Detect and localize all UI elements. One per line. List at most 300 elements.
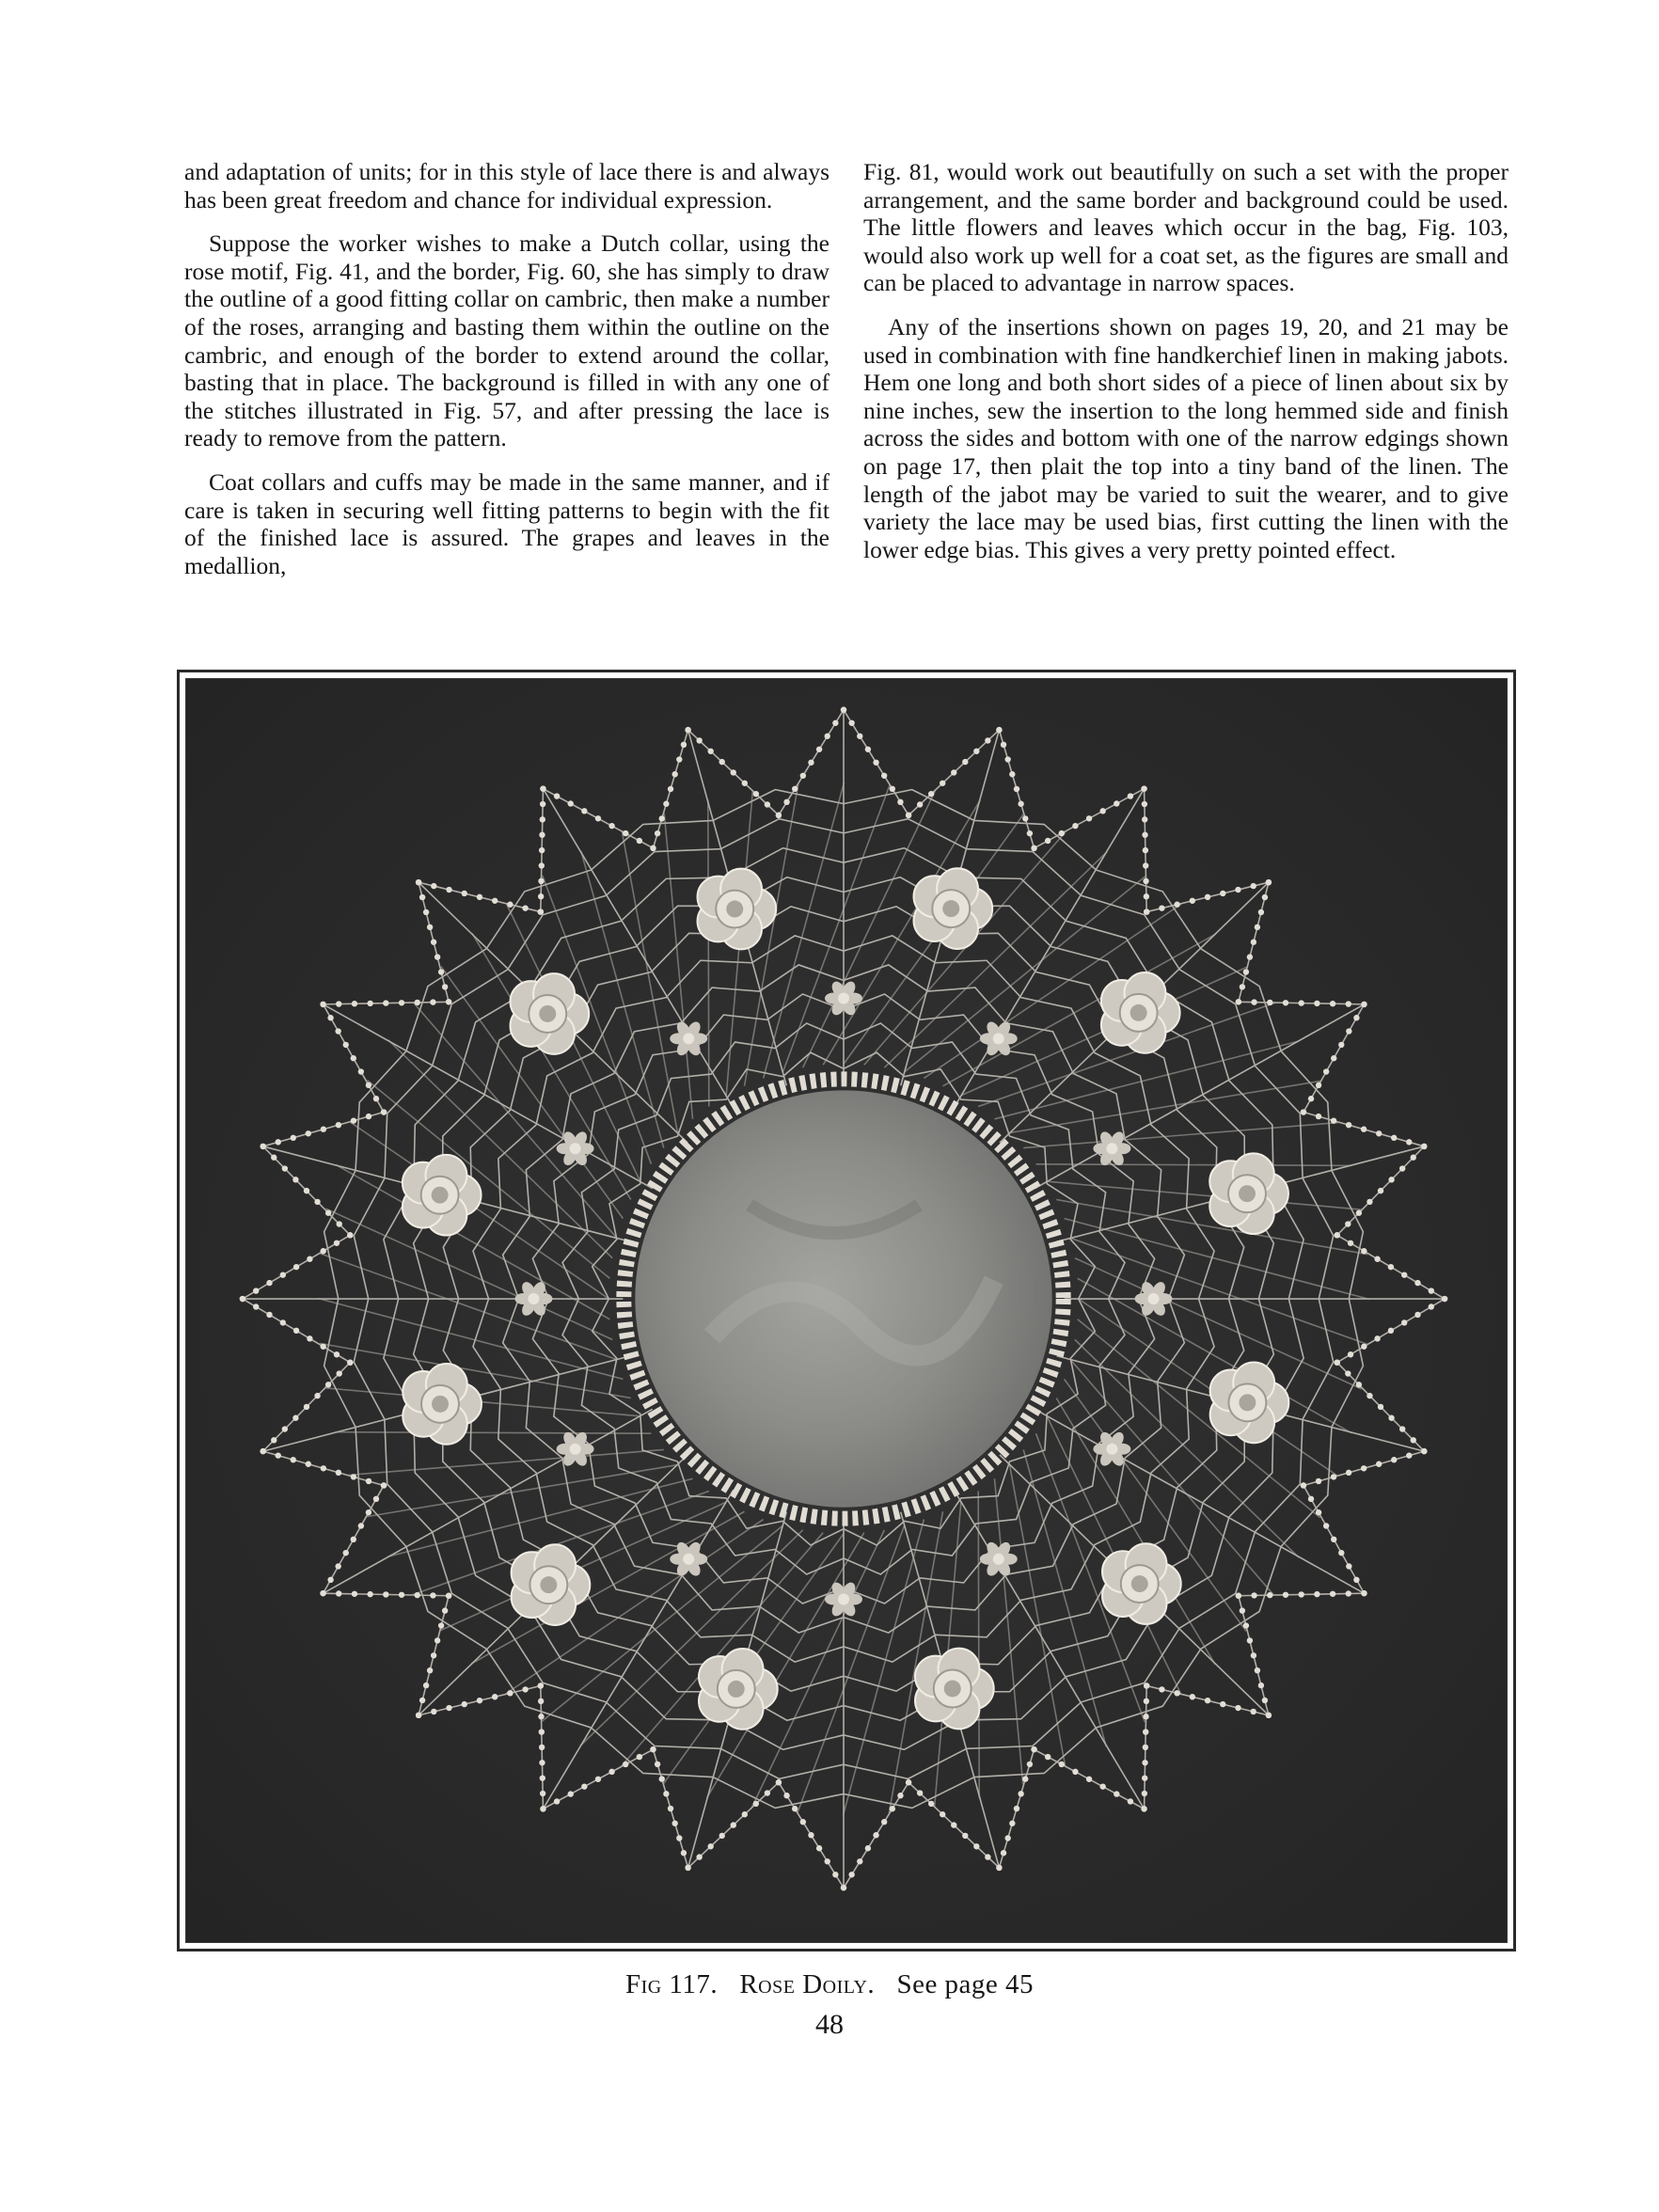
lace-picot [352, 1001, 357, 1006]
doily-photograph [185, 678, 1508, 1943]
lace-picot [320, 1344, 325, 1350]
lace-picot [808, 1832, 814, 1838]
lace-picot [928, 791, 934, 797]
rose-core [944, 1681, 961, 1698]
lace-picot [321, 1465, 326, 1471]
lace-picot [681, 742, 687, 748]
rose-core [942, 900, 959, 917]
lace-picot [637, 838, 642, 844]
lace-picot [1022, 815, 1028, 821]
lace-picot [663, 1791, 669, 1796]
lace-picot [848, 1872, 854, 1877]
lace-picot [1353, 1015, 1359, 1020]
lace-picot [307, 1335, 312, 1341]
lace-picot [538, 893, 544, 899]
lace-picot [1414, 1280, 1420, 1286]
lace-picot [890, 786, 895, 792]
paragraph: Any of the insertions shown on pages 19, 20, and 21 may be used in combination with fine handkerchief linen in making jabots. Hem one long and both short sides of a piece of linen about six by nine inches, sew the insertion to the long hemmed side and finish across the sides and bottom with one of the narrow edgings shown on page 17, then plait the top into a tiny band of the linen. The length of the jabot may be varied to suit the wearer, and to give variety the lace may be used bias, first cutting the linen with the lower edge bias. This gives a very pretty pointed effect. [863, 312, 1509, 563]
lace-picot [696, 1854, 702, 1859]
lace-picot [825, 1858, 830, 1864]
lace-picot [419, 894, 425, 900]
lace-picot [816, 747, 822, 752]
lace-picot [1338, 1550, 1344, 1556]
lace-picot [1330, 1001, 1335, 1006]
lace-picot [351, 1474, 356, 1479]
lace-picot [446, 1705, 451, 1711]
lace-picot [431, 940, 436, 945]
lace-picot [765, 1790, 770, 1795]
lace-picot [1059, 1762, 1065, 1767]
lace-picot [1308, 1496, 1314, 1502]
lace-net-line [978, 1492, 979, 1798]
figure-number: Fig 117. [624, 1969, 719, 1999]
lace-picot [841, 1885, 846, 1890]
lace-picot [358, 1068, 364, 1074]
lace-picot [415, 1592, 420, 1598]
lace-picot [1429, 1288, 1434, 1293]
lace-picot [1142, 801, 1147, 807]
flower-center [1148, 1293, 1160, 1304]
lace-picot [1059, 830, 1065, 836]
lace-picot [973, 1843, 979, 1849]
lace-picot [442, 1607, 448, 1613]
lace-picot [1251, 940, 1256, 945]
lace-picot [1378, 1404, 1383, 1410]
lace-picot [1250, 1709, 1256, 1714]
lace-picot [1143, 1745, 1148, 1750]
lace-picot [337, 1370, 342, 1376]
lace-picot [1411, 1437, 1416, 1443]
lace-picot [427, 924, 433, 930]
lace-picot [951, 1822, 956, 1827]
lace-picot [280, 1272, 286, 1277]
lace-picot [1031, 845, 1036, 851]
lace-picot [917, 801, 923, 807]
lace-picot [280, 1319, 286, 1325]
lace-picot [1376, 1130, 1382, 1136]
flower-center [683, 1033, 694, 1044]
lace-picot [320, 1590, 325, 1596]
lace-picot [776, 1779, 782, 1785]
lace-picot [538, 1714, 544, 1719]
lace-picot [650, 1746, 656, 1752]
lace-picot [1144, 1698, 1149, 1704]
lace-picot [1099, 1783, 1105, 1789]
lace-picot [1142, 1760, 1147, 1765]
lace-picot [336, 1590, 341, 1596]
lace-picot [1014, 786, 1019, 792]
lace-picot [446, 999, 451, 1004]
lace-picot [320, 1002, 325, 1007]
lace-picot [1283, 1000, 1288, 1005]
lace-picot [423, 1683, 429, 1688]
lace-picot [1240, 1607, 1245, 1613]
rose-core [432, 1187, 449, 1204]
lace-picot [1072, 1769, 1078, 1775]
lace-picot [253, 1288, 259, 1293]
lace-picot [1406, 1452, 1412, 1458]
left-text-column [184, 158, 830, 595]
lace-picot [1361, 1465, 1367, 1471]
lace-picot [293, 1328, 299, 1334]
lace-picot [595, 1777, 601, 1782]
lace-picot [1142, 1791, 1147, 1796]
lace-picot [659, 1776, 665, 1781]
lace-picot [540, 801, 545, 807]
lace-picot [731, 1822, 736, 1827]
lace-picot [416, 1713, 421, 1718]
lace-picot [1267, 1000, 1272, 1005]
lace-picot [873, 1832, 878, 1838]
page-number: 48 [815, 2009, 844, 2040]
lace-picot [1190, 898, 1195, 904]
lace-picot [1361, 1248, 1367, 1254]
lace-picot [1323, 1523, 1329, 1528]
lace-picot [655, 830, 660, 836]
lace-picot [1406, 1139, 1412, 1145]
lace-picot [1429, 1304, 1434, 1309]
lace-picot [568, 1791, 574, 1796]
lace-picot [581, 1783, 587, 1789]
lace-picot [1331, 1117, 1336, 1123]
lace-picot [351, 1117, 356, 1123]
lace-picot [343, 1042, 349, 1048]
lace-picot [282, 1426, 288, 1431]
lace-picot [1442, 1296, 1447, 1302]
lace-picot [1421, 1448, 1427, 1454]
lace-picot [1401, 1319, 1407, 1325]
flower-center [1106, 1143, 1117, 1154]
lace-picot [327, 1015, 333, 1020]
lace-picot [415, 1000, 420, 1005]
lace-picot [906, 1779, 911, 1785]
lace-picot [276, 1452, 281, 1458]
lace-picot [1331, 1537, 1336, 1542]
lace-picot [260, 1144, 265, 1149]
paragraph: and adaptation of units; for in this style of lace there is and always has been great freedom and chance for individual expression. [184, 158, 830, 213]
lace-picot [1009, 771, 1015, 777]
lace-picot [857, 734, 862, 739]
lace-picot [540, 816, 545, 822]
lace-picot [1399, 1165, 1405, 1171]
lace-picot [427, 1667, 433, 1673]
lace-picot [1004, 1835, 1010, 1841]
lace-picot [742, 781, 748, 786]
lace-picot [306, 1130, 311, 1136]
lace-picot [1247, 1637, 1253, 1643]
flower-center [993, 1554, 1004, 1565]
lace-picot [416, 879, 421, 885]
lace-picot [366, 1114, 371, 1119]
lace-picot [848, 720, 854, 726]
lace-picot [973, 749, 979, 754]
lace-picot [1142, 832, 1147, 838]
lace-picot [663, 801, 669, 807]
lace-picot [446, 1593, 451, 1599]
lace-picot [1255, 1667, 1260, 1673]
lace-picot [1018, 1791, 1023, 1796]
lace-picot [897, 1793, 903, 1798]
lace-picot [419, 1698, 425, 1703]
lace-picot [1086, 815, 1092, 821]
lace-picot [1346, 1122, 1351, 1128]
lace-picot [1414, 1312, 1420, 1318]
lace-picot [719, 1833, 725, 1839]
lace-picot [906, 813, 911, 818]
lace-picot [1142, 1775, 1147, 1780]
lace-picot [1374, 1335, 1380, 1341]
rose-core [1239, 1185, 1256, 1202]
lace-picot [676, 756, 682, 762]
lace-picot [539, 1729, 545, 1734]
lace-picot [608, 1769, 614, 1775]
lace-picot [539, 862, 545, 868]
lace-picot [940, 781, 945, 786]
flower-center [528, 1293, 539, 1304]
lace-picot [1251, 999, 1256, 1004]
lace-picot [940, 1811, 945, 1817]
lace-picot [707, 1843, 713, 1849]
lace-picot [1262, 1698, 1268, 1703]
lace-picot [1004, 756, 1010, 762]
lace-picot [1401, 1272, 1407, 1277]
lace-picot [623, 830, 628, 836]
lace-picot [539, 832, 545, 838]
lace-picot [776, 813, 782, 818]
paragraph: Fig. 81, would work out beautifully on such a set with the proper arrangement, and the same border and background could be used. The little flowers and leaves which occur in the bag, Fig. 103, would also work up well for a coat set, as the figures are small and can be placed to advantage in narrow spaces. [863, 158, 1509, 297]
lace-picot [1205, 1698, 1210, 1703]
lace-picot [538, 908, 544, 914]
lace-picot [431, 1709, 436, 1714]
lace-picot [1220, 891, 1225, 896]
lace-picot [881, 1819, 887, 1825]
lace-picot [1361, 1344, 1367, 1350]
lace-picot [808, 760, 814, 766]
lace-picot [291, 1135, 296, 1141]
lace-picot [595, 815, 601, 821]
lace-picot [962, 1833, 968, 1839]
lace-picot [1388, 1328, 1394, 1334]
lace-picot [1099, 808, 1105, 814]
lace-picot [1027, 830, 1033, 836]
lace-picot [672, 771, 677, 777]
lace-picot [1235, 1705, 1240, 1711]
lace-picot [1143, 862, 1148, 868]
lace-picot [825, 734, 830, 739]
lace-picot [271, 1155, 276, 1161]
lace-picot [1266, 1713, 1272, 1718]
lace-picot [1235, 887, 1240, 893]
lace-picot [832, 1872, 838, 1877]
lace-picot [1031, 1746, 1036, 1752]
lace-picot [522, 905, 528, 910]
lace-picot [366, 1478, 371, 1484]
lace-picot [314, 1393, 320, 1398]
lace-picot [1391, 1135, 1397, 1141]
lace-picot [1323, 1068, 1329, 1074]
lace-picot [623, 1762, 628, 1767]
lace-picot [276, 1139, 281, 1145]
rose-core [1130, 1004, 1147, 1021]
lace-picot [1001, 742, 1006, 748]
lace-picot [1316, 1478, 1321, 1484]
lace-picot [1374, 1256, 1380, 1262]
lace-picot [399, 1000, 404, 1005]
lace-picot [367, 1001, 372, 1006]
rose-core [540, 1576, 557, 1593]
lace-picot [240, 1296, 245, 1302]
lace-picot [431, 883, 436, 889]
lace-picot [539, 847, 545, 853]
lace-picot [1388, 1264, 1394, 1270]
lace-picot [1159, 1686, 1164, 1692]
lace-picot [1045, 838, 1051, 844]
lace-picot [719, 759, 725, 765]
lace-picot [1009, 1821, 1015, 1826]
lace-picot [462, 1701, 467, 1707]
lace-picot [1144, 893, 1149, 899]
lace-picot [681, 1850, 687, 1856]
lace-picot [650, 845, 656, 851]
lace-picot [492, 898, 498, 904]
lace-picot [1045, 1754, 1051, 1760]
lace-picot [1283, 1592, 1288, 1598]
lace-picot [1018, 801, 1023, 807]
lace-picot [1314, 1001, 1319, 1006]
lace-picot [334, 1240, 340, 1246]
lace-net-line [708, 799, 709, 1106]
lace-picot [1243, 1622, 1249, 1628]
lace-picot [1143, 1714, 1148, 1719]
lace-picot [783, 1793, 789, 1798]
lace-picot [347, 1360, 353, 1366]
lace-picot [1114, 1791, 1119, 1796]
lace-picot [1361, 1002, 1367, 1007]
rose-core [1131, 1575, 1148, 1592]
lace-picot [1128, 1798, 1133, 1804]
lace-picot [327, 1577, 333, 1583]
lace-picot [1356, 1382, 1362, 1387]
lace-picot [538, 878, 544, 884]
lace-picot [1190, 1694, 1195, 1699]
lace-picot [293, 1264, 299, 1270]
rose-core [728, 1681, 745, 1698]
lace-picot [307, 1256, 312, 1262]
paragraph: Coat collars and cuffs may be made in the same manner, and if care is taken in securing well fitting patterns to begin with the fit of the finished lace is assured. The grapes and leaves in the medallion, [184, 467, 830, 579]
lace-picot [1335, 1360, 1340, 1366]
lace-picot [655, 1762, 660, 1767]
lace-picot [1308, 1096, 1314, 1101]
lace-picot [881, 773, 887, 779]
lace-picot [668, 1806, 673, 1811]
lace-picot [431, 1652, 436, 1658]
lace-picot [335, 1028, 340, 1034]
lace-picot [522, 1686, 528, 1692]
lace-picot [266, 1312, 272, 1318]
lace-picot [1301, 1482, 1306, 1488]
lace-picot [1072, 823, 1078, 829]
lace-picot [1331, 1474, 1336, 1479]
lace-picot [1250, 883, 1256, 889]
lace-picot [865, 1845, 871, 1851]
lace-picot [554, 1798, 560, 1804]
lace-picot [1240, 984, 1245, 989]
flower-center [838, 993, 849, 1004]
lace-picot [1331, 1055, 1336, 1061]
lace-picot [291, 1457, 296, 1462]
lace-picot [1174, 902, 1179, 908]
lace-picot [383, 1591, 388, 1597]
lace-picot [1141, 1806, 1146, 1811]
lace-picot [1348, 1240, 1353, 1246]
lace-picot [1144, 1683, 1149, 1688]
lace-picot [540, 785, 545, 791]
lace-picot [381, 1109, 387, 1114]
lace-picot [462, 891, 467, 896]
lace-picot [539, 1745, 545, 1750]
lace-picot [554, 793, 560, 798]
lace-picot [1001, 1850, 1006, 1856]
lace-picot [951, 769, 956, 775]
lace-picot [996, 1865, 1002, 1871]
figure-plate [177, 670, 1516, 1951]
lace-picot [304, 1404, 309, 1410]
lace-picot [1361, 1590, 1367, 1596]
lace-picot [477, 894, 482, 900]
lace-picot [334, 1351, 340, 1357]
lace-picot [325, 1382, 331, 1387]
lace-picot [1346, 1028, 1351, 1034]
lace-picot [581, 808, 587, 814]
lace-picot [477, 1698, 482, 1703]
lace-picot [731, 769, 736, 775]
lace-picot [351, 1055, 356, 1061]
rose-doily-illustration [186, 679, 1507, 1942]
lace-picot [540, 1775, 545, 1780]
lace-picot [381, 1482, 387, 1488]
lace-picot [366, 1082, 371, 1088]
lace-picot [1388, 1415, 1394, 1421]
lace-picot [1220, 1701, 1225, 1707]
lace-picot [917, 1790, 923, 1795]
lace-picot [306, 1462, 311, 1467]
lace-picot [314, 1199, 320, 1205]
lace-picot [1143, 1729, 1148, 1734]
right-text-column [863, 158, 1509, 579]
lace-picot [816, 1845, 822, 1851]
lace-picot [1367, 1393, 1372, 1398]
lace-picot [1086, 1777, 1092, 1782]
lace-picot [765, 801, 770, 807]
lace-picot [1338, 1042, 1344, 1048]
lace-picot [358, 1523, 364, 1528]
lace-picot [282, 1165, 288, 1171]
lace-picot [1258, 909, 1264, 915]
lace-picot [1346, 1470, 1351, 1476]
lace-picot [292, 1415, 298, 1421]
rose-core [539, 1005, 556, 1022]
lace-picot [325, 1210, 331, 1216]
lace-picot [266, 1280, 272, 1286]
lace-picot [668, 786, 673, 792]
lace-picot [442, 984, 448, 989]
lace-picot [373, 1496, 379, 1502]
lace-picot [1301, 1109, 1306, 1114]
lace-picot [538, 1698, 544, 1704]
lace-picot [857, 1858, 862, 1864]
lace-picot [568, 800, 574, 806]
lace-picot [1411, 1155, 1416, 1161]
